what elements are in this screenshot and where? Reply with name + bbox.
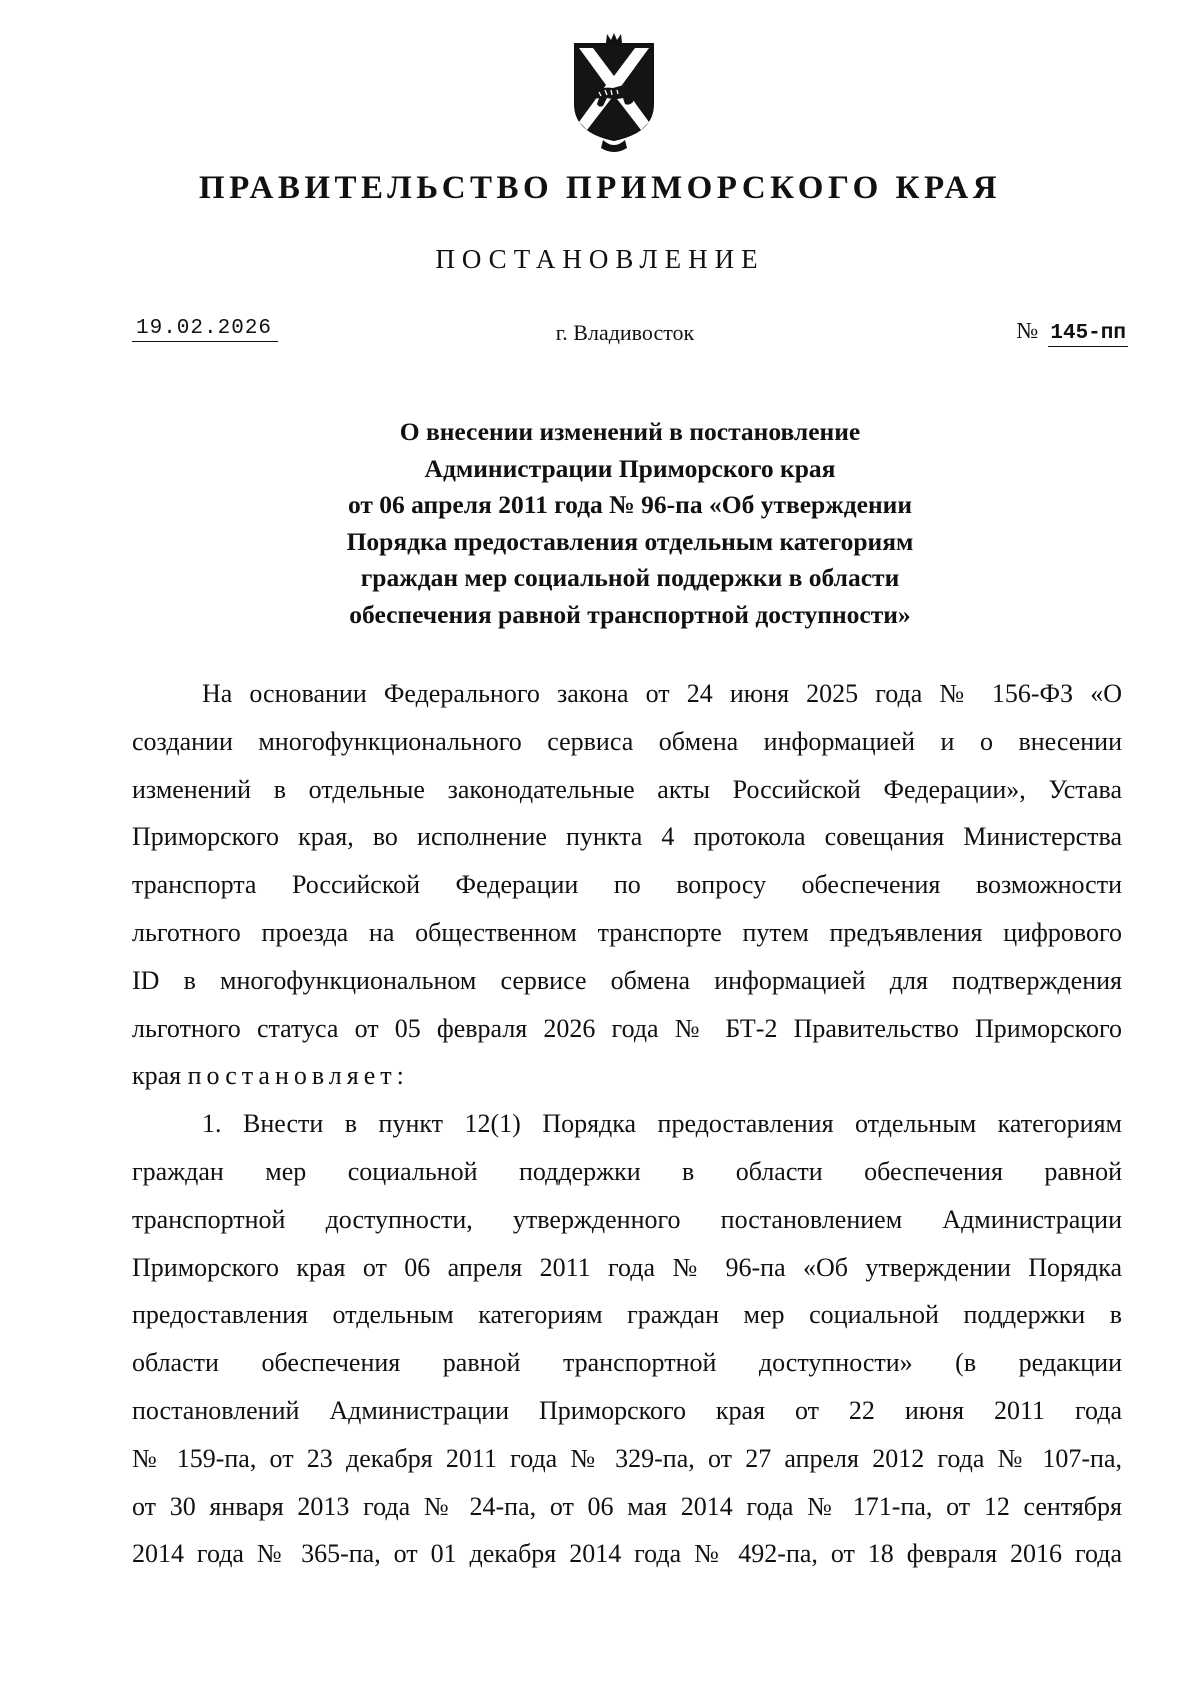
resolves-prefix: края — [132, 1061, 188, 1091]
preamble-line: ID в многофункциональном сервисе обмена информацией для подтверждения — [132, 965, 1122, 995]
preamble-line: льготного статуса от 05 февраля 2026 года № БТ-2 Правительство Приморского — [132, 1013, 1122, 1043]
preamble-line: создании многофункционального сервиса обмена информацией и о внесении — [132, 726, 1122, 756]
item1-line: предоставления отдельным категориям граждан мер социальной поддержки в — [132, 1300, 1122, 1330]
preamble-line: льготного проезда на общественном транспорте путем предъявления цифрового — [132, 917, 1122, 947]
item1-line: № 159-па, от 23 декабря 2011 года № 329-па, от 27 апреля 2012 года № 107-па, — [132, 1443, 1122, 1473]
document-number-block — [1016, 318, 1128, 345]
item1-line: от 30 января 2013 года № 24-па, от 06 мая 2014 года № 171-па, от 12 сентября — [132, 1491, 1122, 1521]
subject-line: Администрации Приморского края — [424, 453, 836, 483]
document-subject — [150, 414, 1110, 633]
subject-line: обеспечения равной транспортной доступности» — [349, 599, 911, 629]
document-date: 19.02.2026 — [132, 317, 278, 342]
resolves-word: постановляет: — [187, 1061, 409, 1091]
item1-line: граждан мер социальной поддержки в области обеспечения равной — [132, 1156, 1122, 1186]
resolves-line — [132, 1052, 1122, 1100]
document-type: ПОСТАНОВЛЕНИЕ — [435, 244, 765, 274]
item1-line: области обеспечения равной транспортной доступности» (в редакции — [132, 1348, 1122, 1378]
preamble-line: транспорта Российской Федерации по вопросу обеспечения возможности — [132, 870, 1122, 900]
document-city: г. Владивосток — [555, 320, 695, 345]
preamble-line: Приморского края, во исполнение пункта 4 протокола совещания Министерства — [132, 822, 1122, 852]
item1-line: 2014 года № 365-па, от 01 декабря 2014 года № 492-па, от 18 февраля 2016 года — [132, 1539, 1122, 1569]
preamble-line: изменений в отдельные законодательные акты Российской Федерации», Устава — [132, 774, 1122, 804]
item1-line: Приморского края от 06 апреля 2011 года № 96-па «Об утверждении Порядка — [132, 1252, 1122, 1282]
document-body — [132, 670, 1122, 1578]
item1-line: транспортной доступности, утвержденного постановлением Администрации — [132, 1204, 1122, 1234]
preamble-line: На основании Федерального закона от 24 июня 2025 года № 156-ФЗ «О — [202, 679, 1122, 708]
subject-line: от 06 апреля 2011 года № 96-па «Об утверждении — [347, 490, 913, 519]
item1-line: 1. Внести в пункт 12(1) Порядка предоставления отдельным категориям — [202, 1109, 1122, 1139]
government-title: ПРАВИТЕЛЬСТВО ПРИМОРСКОГО КРАЯ — [198, 170, 1002, 206]
number-sign: № — [1016, 318, 1039, 343]
document-number: 145-пп — [1050, 322, 1126, 345]
subject-line: граждан мер социальной поддержки в области — [360, 563, 900, 592]
item1-line: постановлений Администрации Приморского края от 22 июня 2011 года — [132, 1395, 1122, 1425]
primorsky-coat-of-arms-tiger-icon — [569, 32, 659, 154]
subject-line: О внесении изменений в постановление — [399, 417, 861, 446]
subject-line: Порядка предоставления отдельным категориям — [346, 526, 914, 556]
